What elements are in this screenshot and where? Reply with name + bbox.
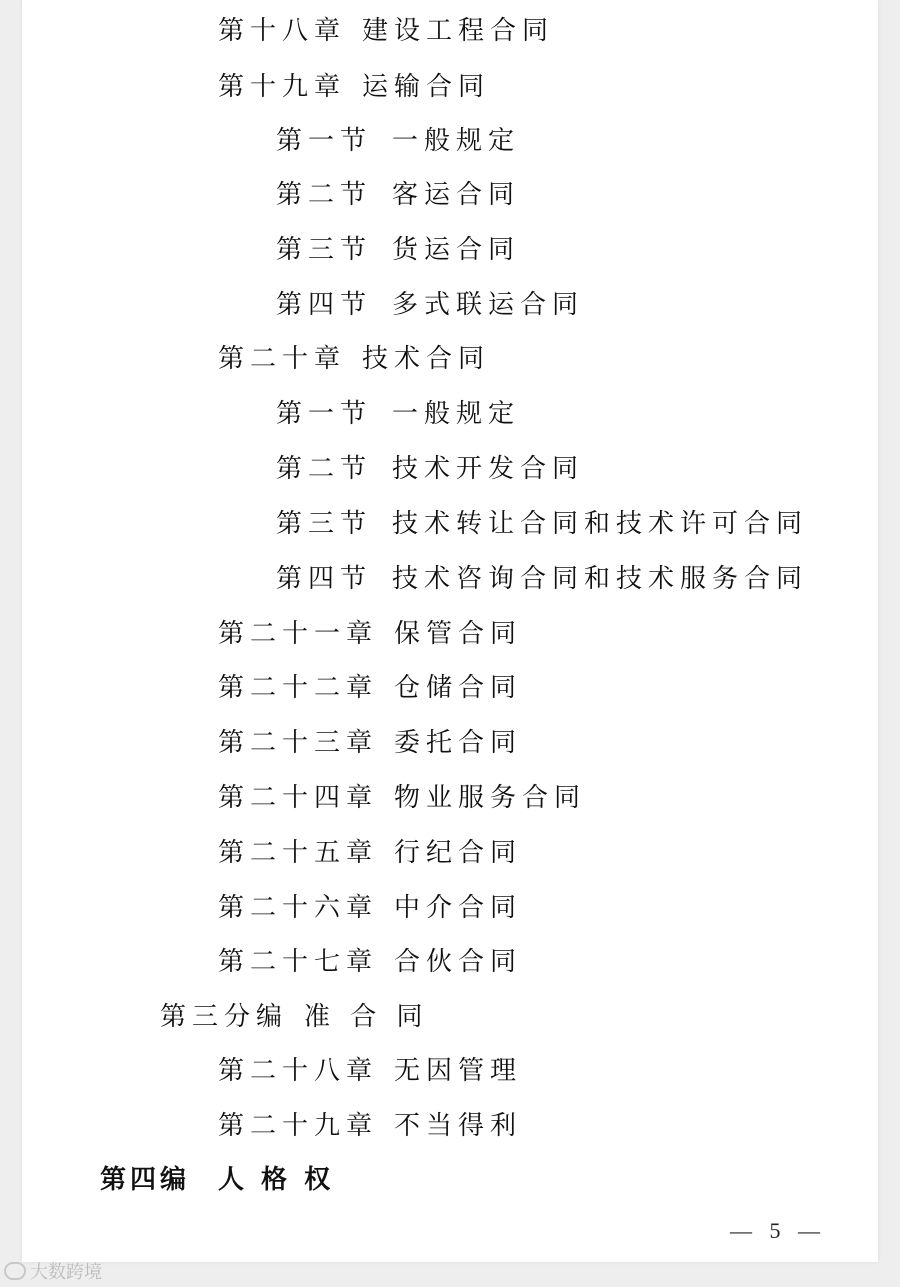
toc-entry-title: 无因管理: [394, 1056, 523, 1086]
toc-entry-number: 第十九章: [218, 72, 347, 102]
toc-entry-title: 物业服务合同: [394, 783, 587, 813]
toc-entry-number: 第三分编: [160, 1002, 289, 1032]
toc-entry-number: 第二节: [276, 454, 373, 484]
toc-entry: [100, 1163, 335, 1197]
toc-entry-title: 技术合同: [362, 344, 491, 374]
toc-entry: [276, 507, 809, 541]
toc-entry: [218, 70, 491, 104]
toc-entry-number: 第二节: [276, 180, 373, 210]
toc-entry-number: 第四编: [100, 1165, 191, 1195]
toc-entry: [276, 562, 809, 596]
toc-entry-number: 第二十章: [218, 344, 347, 374]
watermark-text: 大数跨境: [30, 1262, 102, 1283]
toc-entry: [218, 671, 523, 705]
toc-entry: [218, 781, 587, 815]
toc-entry-title: 建设工程合同: [362, 16, 555, 46]
toc-entry-title: 技术转让合同和技术许可合同: [392, 509, 809, 539]
toc-entry: [276, 288, 585, 322]
toc-entry-number: 第三节: [276, 509, 373, 539]
toc-entry-title: 一般规定: [392, 126, 521, 156]
page-number: — 5 —: [730, 1218, 826, 1243]
toc-entry: [160, 1000, 429, 1034]
toc-entry-number: 第三节: [276, 235, 373, 265]
toc-entry-number: 第二十六章: [218, 893, 379, 923]
toc-entry-number: 第二十三章: [218, 728, 379, 758]
toc-entry: [276, 452, 585, 486]
toc-entry-title: 货运合同: [392, 235, 521, 265]
toc-entry: [218, 891, 523, 925]
toc-entry-number: 第一节: [276, 399, 373, 429]
toc-entry-number: 第四节: [276, 564, 373, 594]
toc-entry-title: 技术开发合同: [392, 454, 585, 484]
toc-entry-number: 第十八章: [218, 16, 347, 46]
toc-entry-number: 第四节: [276, 290, 373, 320]
watermark-logo-icon: [4, 1262, 26, 1280]
toc-entry: [218, 726, 523, 760]
toc-entry-number: 第二十四章: [218, 783, 379, 813]
toc-entry: [276, 233, 521, 267]
toc-entry-title: 人 格 权: [218, 1165, 335, 1195]
toc-entry: [276, 124, 521, 158]
toc-entry: [218, 342, 491, 376]
toc-entry: [218, 836, 523, 870]
toc-entry: [218, 14, 555, 48]
toc-entry-title: 多式联运合同: [392, 290, 585, 320]
toc-entry-number: 第二十一章: [218, 619, 379, 649]
toc-entry-title: 仓储合同: [394, 673, 523, 703]
toc-entry-title: 技术咨询合同和技术服务合同: [392, 564, 809, 594]
document-page: [22, 0, 878, 1262]
toc-entry-title: 不当得利: [394, 1111, 523, 1141]
toc-entry-title: 一般规定: [392, 399, 521, 429]
toc-entry-title: 委托合同: [394, 728, 523, 758]
toc-entry-title: 客运合同: [392, 180, 521, 210]
toc-entry-title: 中介合同: [394, 893, 523, 923]
toc-entry: [276, 397, 521, 431]
toc-entry-number: 第二十五章: [218, 838, 379, 868]
toc-entry-number: 第二十九章: [218, 1111, 379, 1141]
toc-entry-number: 第二十八章: [218, 1056, 379, 1086]
toc-entry-number: 第二十二章: [218, 673, 379, 703]
toc-entry: [218, 945, 523, 979]
toc-entry-number: 第一节: [276, 126, 373, 156]
toc-entry: [218, 617, 523, 651]
watermark: [4, 1258, 102, 1284]
toc-entry: [218, 1054, 523, 1088]
toc-entry-title: 行纪合同: [394, 838, 523, 868]
toc-entry: [218, 1109, 523, 1143]
toc-entry-title: 准 合 同: [304, 1002, 429, 1032]
toc-entry-title: 合伙合同: [394, 947, 523, 977]
toc-entry-title: 保管合同: [394, 619, 523, 649]
toc-entry: [276, 178, 521, 212]
toc-entry-number: 第二十七章: [218, 947, 379, 977]
toc-entry-title: 运输合同: [362, 72, 491, 102]
